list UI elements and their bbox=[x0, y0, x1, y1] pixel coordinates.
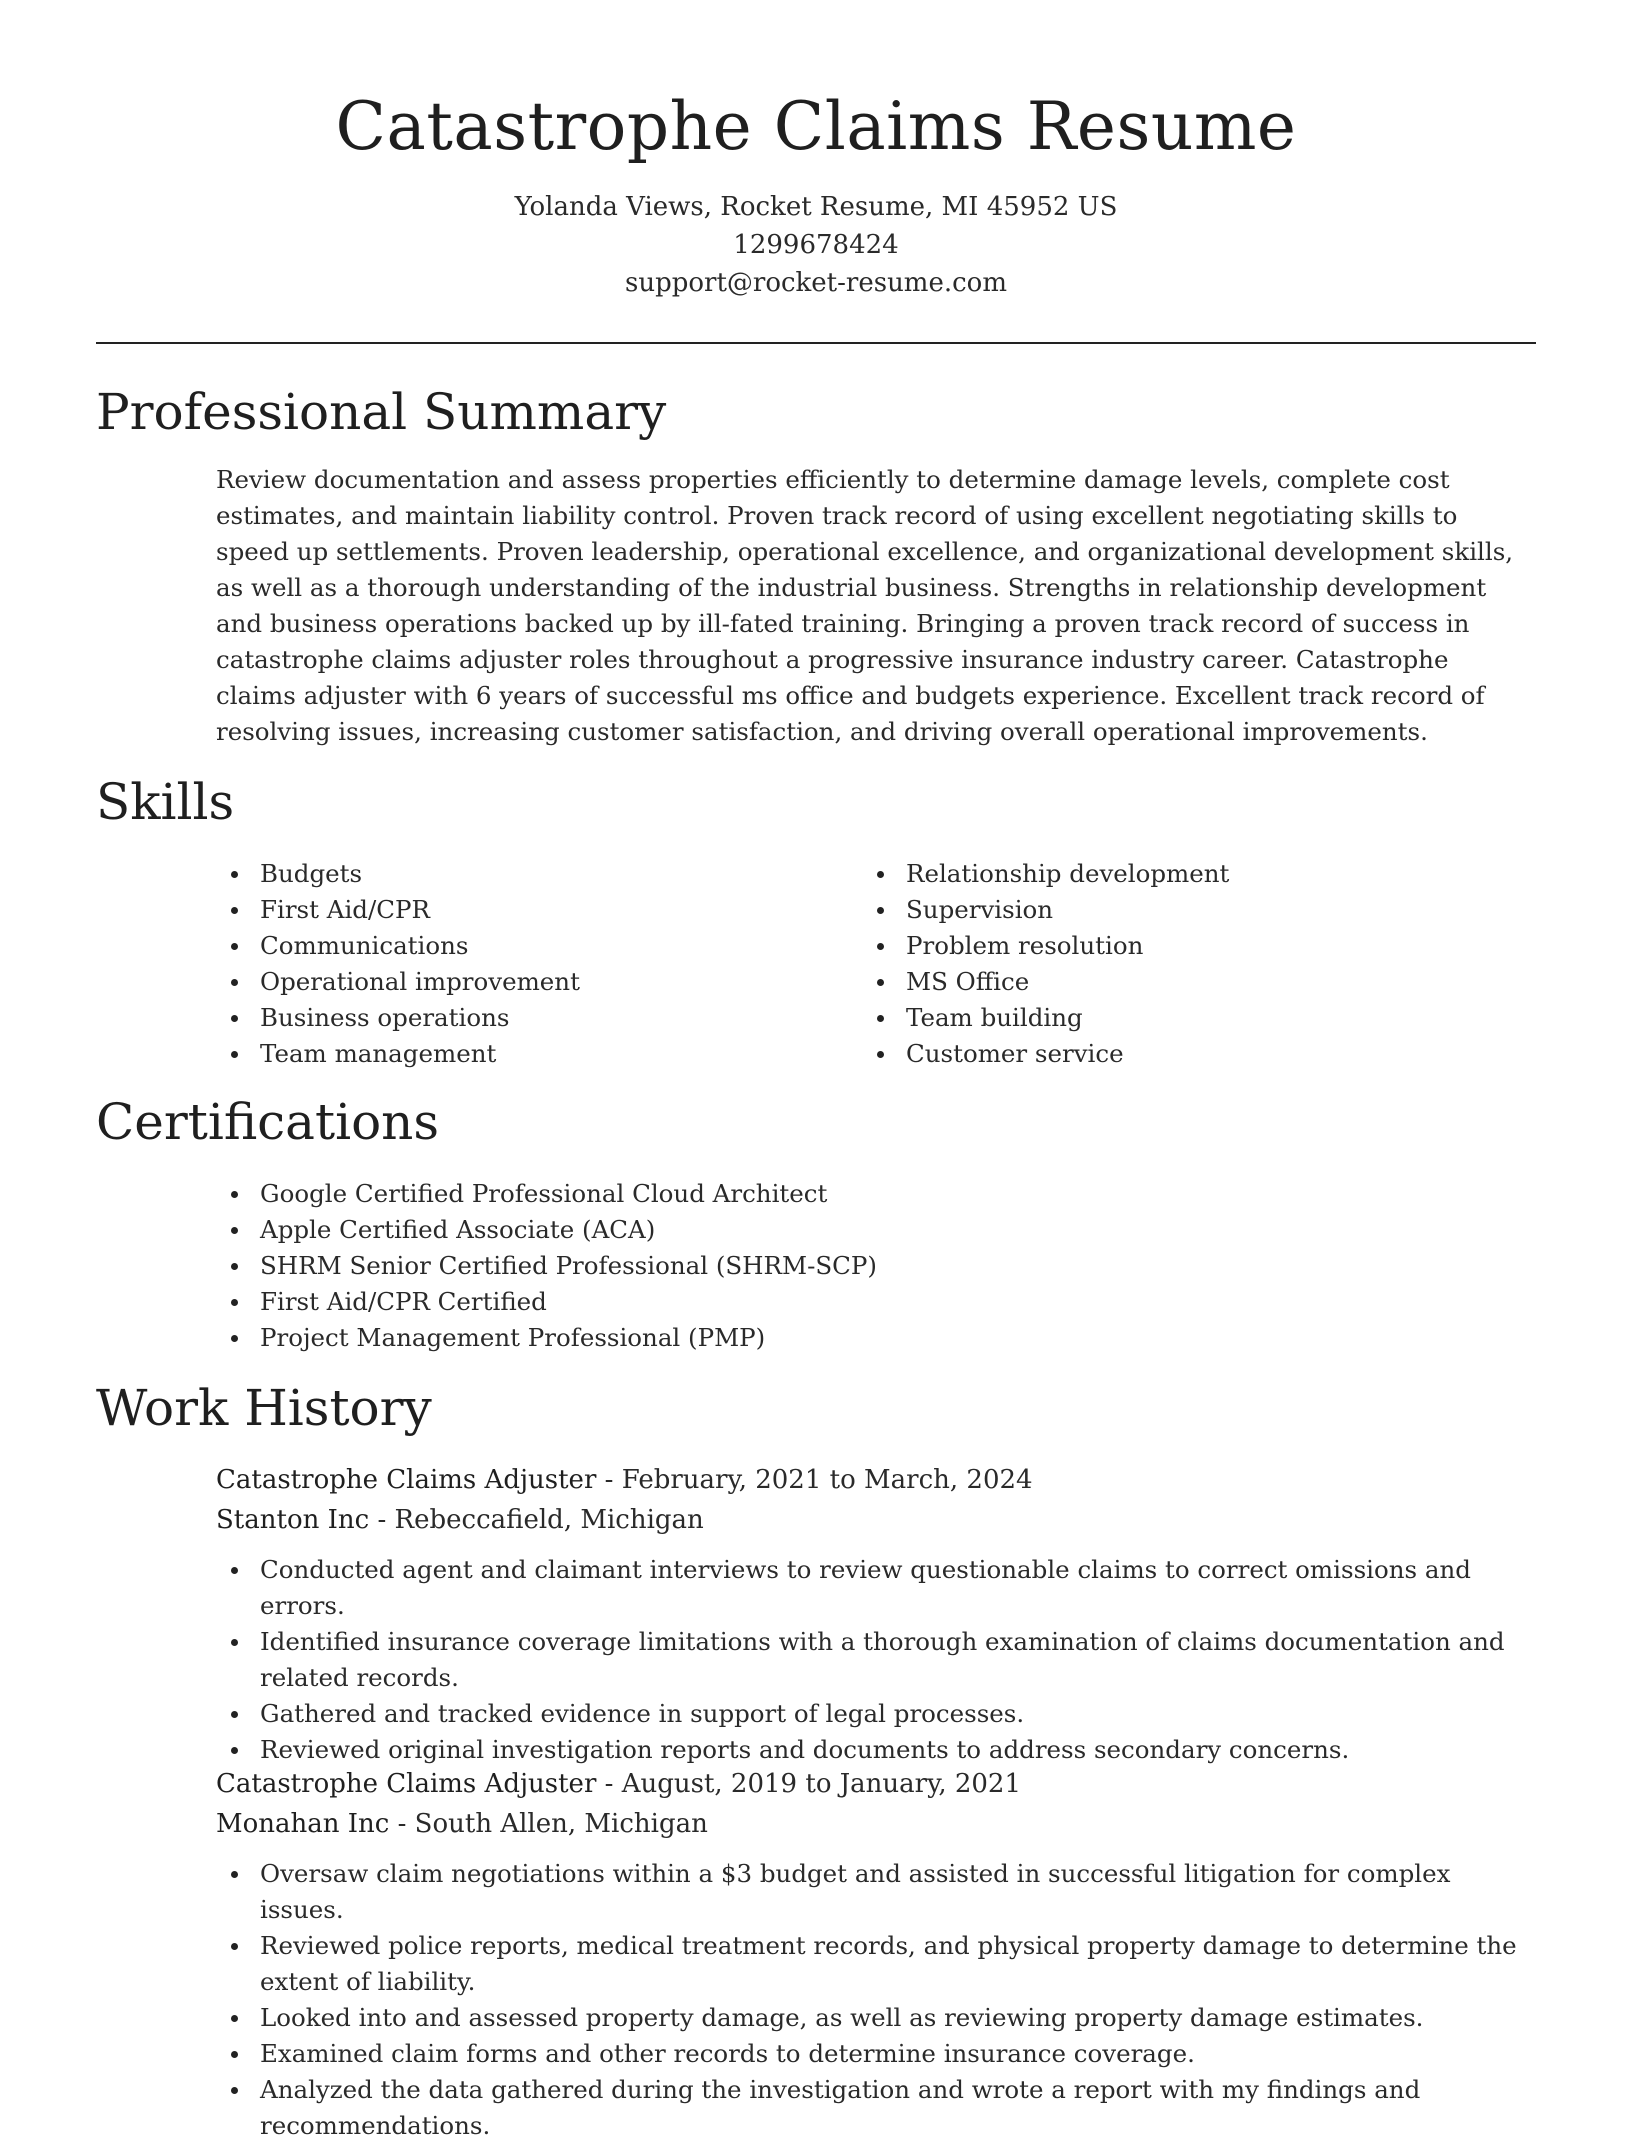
summary-text: Review documentation and assess properties efficiently to determine damage levels, complete cost estimates, and maintain liability control. Proven track record of using excellent negotiating skills to speed up settlements. Proven leadership, operational excellence, and organizational development skills, as well as a thorough understanding of the industrial business. Strengths in relationship development and business operations backed up by ill-fated training. Bringing a proven track record of success in catastrophe claims adjuster roles throughout a progressive insurance industry career. Catastrophe claims adjuster with 6 years of successful ms office and budgets experience. Excellent track record of resolving issues, increasing customer satisfaction, and driving overall operational improvements. bbox=[216, 465, 1514, 746]
list-item: First Aid/CPR Certified bbox=[216, 1284, 1536, 1320]
list-item: Operational improvement bbox=[216, 964, 816, 1000]
contact-email: support@rocket-resume.com bbox=[624, 268, 1007, 298]
job-entry bbox=[216, 1460, 1536, 1768]
job-company: Monahan Inc bbox=[216, 1809, 390, 1839]
list-item: Business operations bbox=[216, 1000, 816, 1036]
job-title-line bbox=[216, 1460, 1536, 1500]
list-item: Communications bbox=[216, 928, 816, 964]
skills-heading: Skills bbox=[96, 773, 235, 831]
skills-list-right bbox=[862, 856, 1462, 1072]
job-company: Stanton Inc bbox=[216, 1505, 370, 1535]
job-title-line bbox=[216, 1764, 1536, 1804]
list-item: Project Management Professional (PMP) bbox=[216, 1320, 1536, 1356]
list-item: Reviewed original investigation reports and documents to address secondary concerns. bbox=[216, 1732, 1536, 1768]
job-bullets bbox=[216, 1856, 1536, 2144]
list-item: Budgets bbox=[216, 856, 816, 892]
skills-list-left bbox=[216, 856, 816, 1072]
header-divider bbox=[96, 342, 1536, 344]
job-dates: - August, 2019 to January, 2021 bbox=[596, 1769, 1022, 1799]
list-item: Google Certified Professional Cloud Architect bbox=[216, 1176, 1536, 1212]
list-item: Oversaw claim negotiations within a $3 budget and assisted in successful litigation for complex issues. bbox=[216, 1856, 1536, 1928]
list-item: First Aid/CPR bbox=[216, 892, 816, 928]
job-title: Catastrophe Claims Adjuster bbox=[216, 1465, 597, 1495]
list-item: SHRM Senior Certified Professional (SHRM-SCP) bbox=[216, 1248, 1536, 1284]
contact-phone: 1299678424 bbox=[733, 230, 899, 260]
list-item: Problem resolution bbox=[862, 928, 1462, 964]
list-item: Looked into and assessed property damage, as well as reviewing property damage estimates. bbox=[216, 2000, 1536, 2036]
list-item: Gathered and tracked evidence in support of legal processes. bbox=[216, 1696, 1536, 1732]
job-entry bbox=[216, 1764, 1536, 2144]
job-dates: - February, 2021 to March, 2024 bbox=[596, 1465, 1033, 1495]
list-item: Customer service bbox=[862, 1036, 1462, 1072]
certifications-list bbox=[216, 1176, 1536, 1356]
job-location: - South Allen, Michigan bbox=[389, 1809, 708, 1839]
job-bullets bbox=[216, 1552, 1536, 1768]
work-history-heading: Work History bbox=[96, 1379, 432, 1437]
list-item: Team management bbox=[216, 1036, 816, 1072]
job-location: - Rebeccafield, Michigan bbox=[369, 1505, 704, 1535]
list-item: Reviewed police reports, medical treatment records, and physical property damage to determine the extent of liability. bbox=[216, 1928, 1536, 2000]
job-company-line bbox=[216, 1804, 1536, 1844]
summary-heading: Professional Summary bbox=[96, 383, 667, 441]
contact-info bbox=[0, 188, 1632, 302]
list-item: Team building bbox=[862, 1000, 1462, 1036]
list-item: Analyzed the data gathered during the investigation and wrote a report with my findings and recommendations. bbox=[216, 2072, 1536, 2144]
contact-address: Yolanda Views, Rocket Resume, MI 45952 US bbox=[514, 192, 1118, 222]
list-item: Relationship development bbox=[862, 856, 1462, 892]
resume-title: Catastrophe Claims Resume bbox=[335, 88, 1297, 165]
list-item: MS Office bbox=[862, 964, 1462, 1000]
certifications-heading: Certifications bbox=[96, 1093, 440, 1151]
resume-header bbox=[0, 0, 1632, 302]
job-title: Catastrophe Claims Adjuster bbox=[216, 1769, 597, 1799]
list-item: Supervision bbox=[862, 892, 1462, 928]
list-item: Examined claim forms and other records to determine insurance coverage. bbox=[216, 2036, 1536, 2072]
list-item: Apple Certified Associate (ACA) bbox=[216, 1212, 1536, 1248]
job-company-line bbox=[216, 1500, 1536, 1540]
list-item: Conducted agent and claimant interviews to review questionable claims to correct omissions and errors. bbox=[216, 1552, 1536, 1624]
list-item: Identified insurance coverage limitations with a thorough examination of claims documentation and related records. bbox=[216, 1624, 1536, 1696]
